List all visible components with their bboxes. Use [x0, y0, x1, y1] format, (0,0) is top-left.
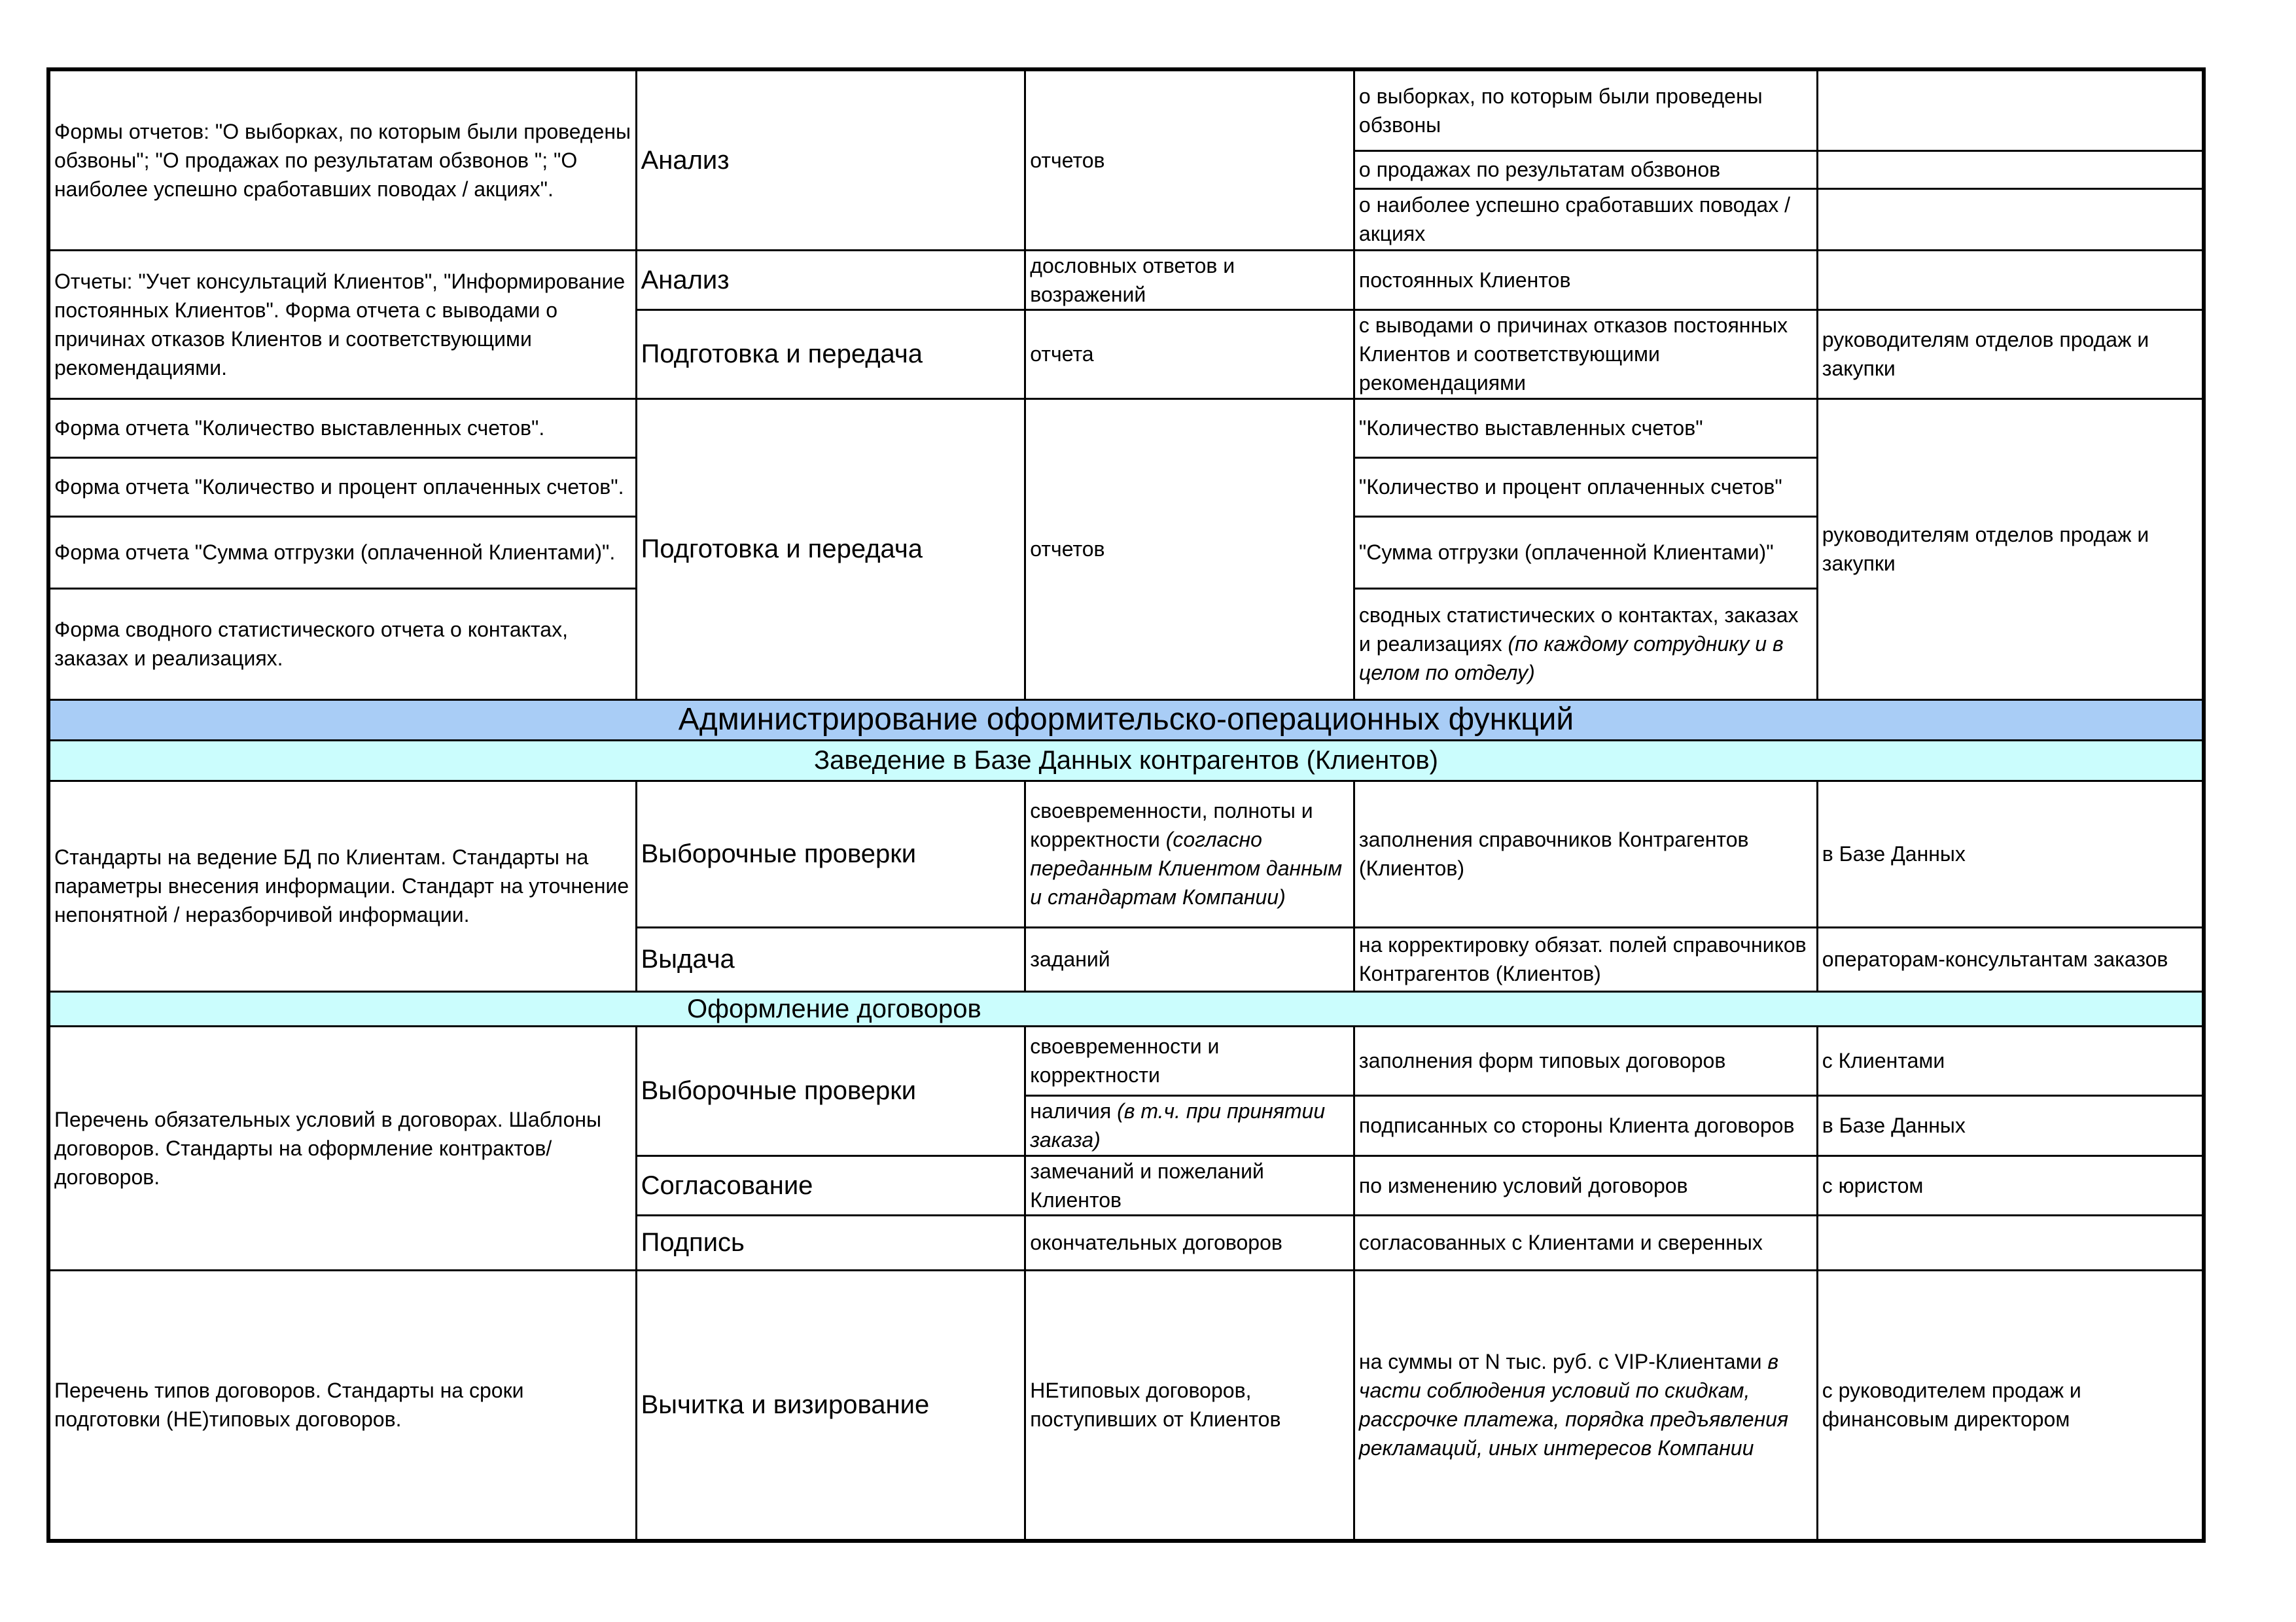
object-note: (согласно переданным Клиентом данным и стандартам Компании) — [1030, 828, 1343, 909]
recipient-cell — [1817, 250, 2204, 309]
detail-cell: заполнения справочников Контрагентов (Клиентов) — [1354, 781, 1817, 927]
detail-cell: постоянных Клиентов — [1354, 250, 1817, 309]
object-cell: замечаний и пожеланий Клиентов — [1025, 1155, 1354, 1215]
object-cell: дословных ответов и возражений — [1025, 250, 1354, 309]
section-header: Администрирование оформительско-операционных функций — [48, 699, 2204, 740]
object-cell — [1025, 1095, 1354, 1155]
detail-note: (по каждому сотруднику и в целом по отделу) — [1358, 632, 1784, 684]
object-cell: своевременности и корректности — [1025, 1026, 1354, 1095]
recipient-cell: с руководителем продаж и финансовым директором — [1817, 1270, 2204, 1541]
detail-note: в части соблюдения условий по скидкам, рассрочке платежа, порядка предъявления рекламаций, иных интересов Компании — [1358, 1350, 1789, 1460]
recipient-cell — [1817, 150, 2204, 188]
action-cell: Выборочные проверки — [636, 781, 1025, 927]
detail-cell: "Количество и процент оплаченных счетов" — [1354, 457, 1817, 516]
detail-cell — [1354, 1270, 1817, 1541]
object-cell: отчета — [1025, 309, 1354, 398]
recipient-cell: с юристом — [1817, 1155, 2204, 1215]
action-cell: Согласование — [636, 1155, 1025, 1215]
docs-cell: Перечень типов договоров. Стандарты на сроки подготовки (НЕ)типовых договоров. — [48, 1270, 636, 1541]
action-cell: Анализ — [636, 250, 1025, 309]
recipient-cell — [1817, 1215, 2204, 1270]
recipient-cell: в Базе Данных — [1817, 1095, 2204, 1155]
detail-cell: по изменению условий договоров — [1354, 1155, 1817, 1215]
action-cell: Подпись — [636, 1215, 1025, 1270]
subsection-header: Заведение в Базе Данных контрагентов (Клиентов) — [48, 740, 2204, 781]
docs-cell: Перечень обязательных условий в договорах. Шаблоны договоров. Стандарты на оформление контрактов/договоров. — [48, 1026, 636, 1270]
object-cell: НЕтиповых договоров, поступивших от Клиентов — [1025, 1270, 1354, 1541]
docs-cell: Форма отчета "Количество и процент оплаченных счетов". — [48, 457, 636, 516]
object-main: наличия — [1030, 1099, 1112, 1123]
subsection-title: Оформление договоров — [687, 994, 981, 1023]
recipient-cell: руководителям отделов продаж и закупки — [1817, 398, 2204, 699]
detail-cell: о выборках, по которым были проведены обзвоны — [1354, 69, 1817, 150]
action-cell: Выдача — [636, 927, 1025, 991]
object-cell: окончательных договоров — [1025, 1215, 1354, 1270]
docs-cell: Форма сводного статистического отчета о контактах, заказах и реализациях. — [48, 588, 636, 699]
detail-cell: "Сумма отгрузки (оплаченной Клиентами)" — [1354, 516, 1817, 588]
detail-cell: "Количество выставленных счетов" — [1354, 398, 1817, 457]
detail-cell: о продажах по результатам обзвонов — [1354, 150, 1817, 188]
docs-cell: Стандарты на ведение БД по Клиентам. Стандарты на параметры внесения информации. Стандарт на уточнение непонятной / неразборчивой информации. — [48, 781, 636, 991]
action-cell: Анализ — [636, 69, 1025, 250]
detail-cell — [1354, 588, 1817, 699]
detail-main: сводных статистических о контактах, заказах и реализациях — [1358, 603, 1799, 656]
detail-cell: с выводами о причинах отказов постоянных Клиентов и соответствующими рекомендациями — [1354, 309, 1817, 398]
recipient-cell — [1817, 69, 2204, 150]
action-cell: Вычитка и визирование — [636, 1270, 1025, 1541]
docs-cell: Отчеты: "Учет консультаций Клиентов", "Информирование постоянных Клиентов". Форма отчета с выводами о причинах отказов Клиентов и соответствующими рекомендациями. — [48, 250, 636, 398]
object-cell: отчетов — [1025, 398, 1354, 699]
detail-cell: на корректировку обязат. полей справочников Контрагентов (Клиентов) — [1354, 927, 1817, 991]
action-cell: Выборочные проверки — [636, 1026, 1025, 1155]
action-cell: Подготовка и передача — [636, 309, 1025, 398]
object-note: (в т.ч. при принятии заказа) — [1030, 1099, 1326, 1152]
object-cell: отчетов — [1025, 69, 1354, 250]
docs-cell: Формы отчетов: "О выборках, по которым были проведены обзвоны"; "О продажах по результатам обзвонов "; "О наиболее успешно сработавших поводах / акциях". — [48, 69, 636, 250]
object-main: своевременности, полноты и корректности — [1030, 799, 1313, 851]
object-cell: заданий — [1025, 927, 1354, 991]
process-table — [46, 67, 2206, 1543]
object-cell — [1025, 781, 1354, 927]
recipient-cell — [1817, 188, 2204, 250]
detail-main: на суммы от N тыс. руб. с VIP-Клиентами — [1358, 1350, 1762, 1374]
recipient-cell: операторам-консультантам заказов — [1817, 927, 2204, 991]
recipient-cell: с Клиентами — [1817, 1026, 2204, 1095]
docs-cell: Форма отчета "Сумма отгрузки (оплаченной Клиентами)". — [48, 516, 636, 588]
detail-cell: о наиболее успешно сработавших поводах / акциях — [1354, 188, 1817, 250]
docs-cell: Форма отчета "Количество выставленных счетов". — [48, 398, 636, 457]
recipient-cell: в Базе Данных — [1817, 781, 2204, 927]
action-cell: Подготовка и передача — [636, 398, 1025, 699]
subsection-header — [48, 991, 2204, 1026]
recipient-cell: руководителям отделов продаж и закупки — [1817, 309, 2204, 398]
detail-cell: подписанных со стороны Клиента договоров — [1354, 1095, 1817, 1155]
detail-cell: заполнения форм типовых договоров — [1354, 1026, 1817, 1095]
detail-cell: согласованных с Клиентами и сверенных — [1354, 1215, 1817, 1270]
